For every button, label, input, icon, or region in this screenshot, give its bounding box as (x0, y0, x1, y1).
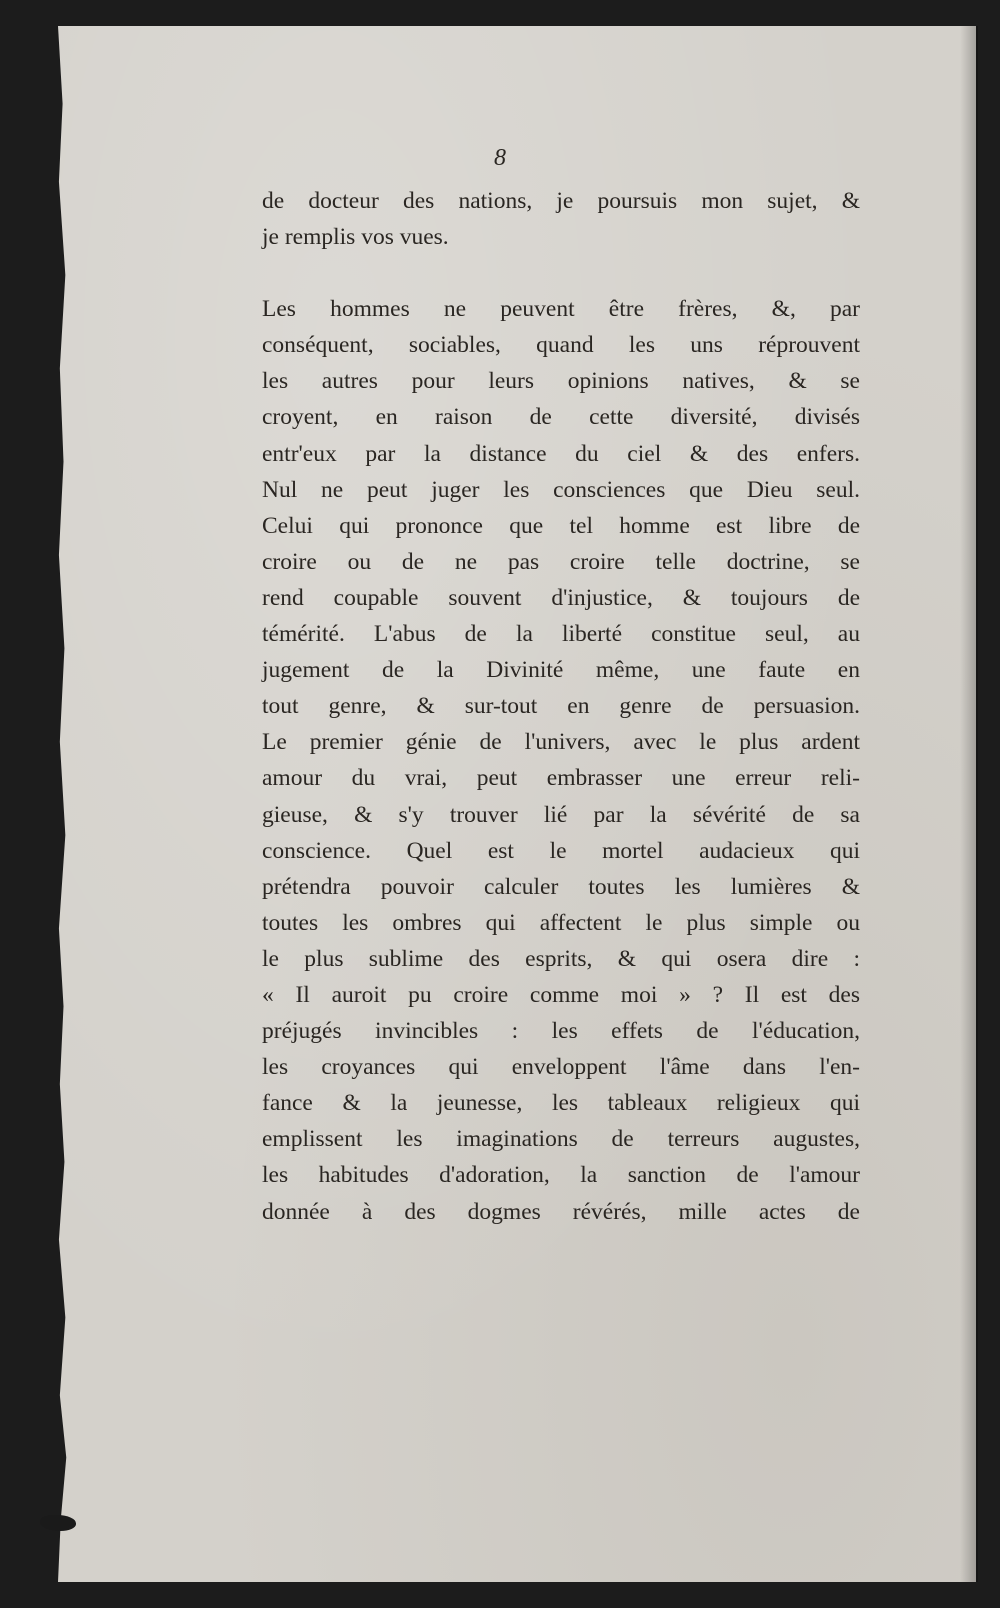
text-line: les croyances qui enveloppent l'âme dans l'en- (262, 1054, 860, 1081)
text-line: le plus sublime des esprits, & qui osera dire : (262, 945, 860, 972)
body-text (262, 183, 860, 1230)
ink-blot-mark (40, 1515, 76, 1531)
text-line: croire ou de ne pas croire telle doctrine, se (262, 548, 860, 575)
text-line: Nul ne peut juger les consciences que Dieu seul. (262, 476, 860, 503)
text-line: de docteur des nations, je poursuis mon sujet, & (262, 188, 860, 214)
text-line: gieuse, & s'y trouver lié par la sévérité de sa (262, 801, 860, 828)
text-line: jugement de la Divinité même, une faute en (262, 657, 860, 684)
text-line: les habitudes d'adoration, la sanction de l'amour (262, 1162, 860, 1189)
paragraph-intro (262, 183, 860, 255)
text-line: emplissent les imaginations de terreurs augustes, (262, 1126, 860, 1153)
paragraph-main (262, 291, 860, 1229)
text-line: fance & la jeunesse, les tableaux religieux qui (262, 1090, 860, 1117)
page-number: 8 (494, 145, 506, 171)
text-line: entr'eux par la distance du ciel & des enfers. (262, 440, 860, 467)
text-line: Celui qui prononce que tel homme est libre de (262, 512, 860, 539)
text-line: conscience. Quel est le mortel audacieux qui (262, 837, 860, 864)
text-line: Le premier génie de l'univers, avec le plus ardent (262, 729, 860, 756)
text-line: Les hommes ne peuvent être frères, &, par (262, 296, 860, 323)
text-line: toutes les ombres qui affectent le plus simple ou (262, 909, 860, 936)
text-line: rend coupable souvent d'injustice, & toujours de (262, 584, 860, 611)
page-edge-shadow (960, 26, 978, 1582)
text-line: « Il auroit pu croire comme moi » ? Il est des (262, 981, 860, 1008)
text-line: les autres pour leurs opinions natives, & se (262, 368, 860, 395)
text-line: croyent, en raison de cette diversité, divisés (262, 404, 860, 431)
text-line: tout genre, & sur-tout en genre de persuasion. (262, 693, 860, 720)
text-line: témérité. L'abus de la liberté constitue seul, au (262, 621, 860, 648)
text-line: préjugés invincibles : les effets de l'éducation, (262, 1018, 860, 1045)
text-line: donnée à des dogmes révérés, mille actes de (262, 1198, 860, 1225)
text-line: prétendra pouvoir calculer toutes les lumières & (262, 873, 860, 900)
text-line: amour du vrai, peut embrasser une erreur reli- (262, 765, 860, 792)
text-line: conséquent, sociables, quand les uns réprouvent (262, 332, 860, 359)
text-line: je remplis vos vues. (262, 224, 449, 251)
